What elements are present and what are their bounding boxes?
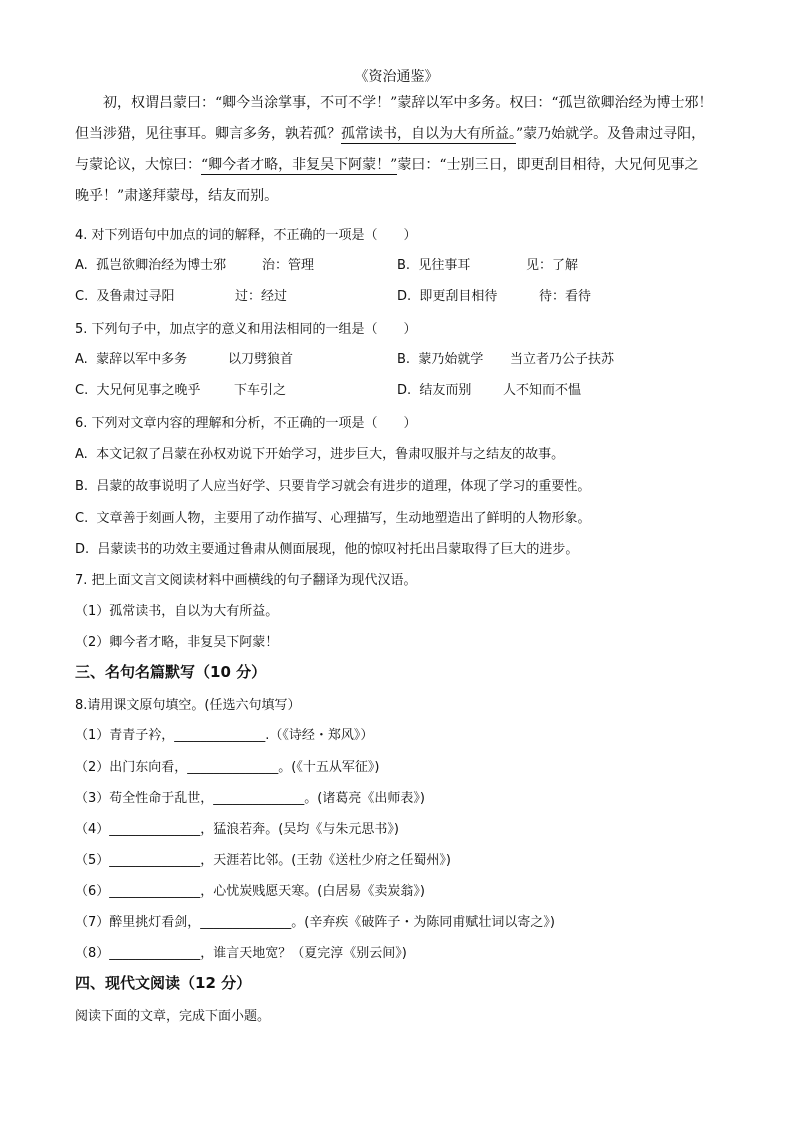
passage-text: 初，权谓吕蒙曰：“卿今当涂掌事，不可不学！”蒙辞以军中多务。权曰：“孤岂欲卿治经为博士邪！ [103,95,713,111]
underlined-sentence-2: “卿今者才略，非复吴下阿蒙！” [201,157,398,173]
option-letter: C. [75,383,89,398]
q7-item-2: （2）卿今者才略，非复吴下阿蒙！ [75,635,279,650]
q5-option-c[interactable] [75,379,201,398]
fill-blank-item: （7）醉里挑灯看剑，______________。(辛弃疾《破阵子・为陈同甫赋壮词以寄之》) [75,915,555,930]
q4-option-d[interactable] [397,285,497,304]
q4-option-a-gloss: 治：管理 [262,258,315,273]
fill-blank-item: （8）______________，谁言天地宽？（夏完淳《别云间》) [75,946,407,961]
option-text: 蒙辞以军中多务 [96,352,188,367]
q4-option-d-gloss: 待：看待 [539,289,592,304]
q5-option-a[interactable] [75,348,187,367]
q4-option-b-gloss: 见：了解 [526,258,579,273]
passage-text: 但当涉猎，见往事耳。卿言多务，孰若孤？ [75,126,341,142]
option-letter: A. [75,258,88,273]
passage-text: 蒙曰：“士别三日，即更刮目相待，大兄何见事之 [397,157,699,173]
q5-option-a-pair: 以刀劈狼首 [228,352,294,367]
option-text: 及鲁肃过寻阳 [96,289,175,304]
option-letter: C. [75,289,89,304]
q5-option-b-pair: 当立者乃公子扶苏 [510,352,615,367]
q5-option-d[interactable] [397,379,471,398]
fill-blank-item: （3）苟全性命于乱世，______________。(诸葛亮《出师表》) [75,791,425,806]
section-4-heading: 四、现代文阅读（12 分） [75,974,252,992]
passage-line [75,119,725,150]
q5-option-c-pair: 下车引之 [234,383,287,398]
option-letter: A. [75,447,88,462]
passage-body [75,88,725,212]
q7-item-1: （1）孤常读书，自以为大有所益。 [75,604,279,619]
option-text: 吕蒙的故事说明了人应当好学、只要肯学习就会有进步的道理，体现了学习的重要性。 [96,479,591,494]
option-letter: C. [75,511,89,526]
section-3-instruction: 8.请用课文原句填空。(任选六句填写） [75,698,301,713]
passage-title: 《资治通鉴》 [354,69,439,85]
fill-blank-item: （5）______________，天涯若比邻。(王勃《送杜少府之任蜀州》) [75,853,451,868]
option-text: 大兄何见事之晚乎 [96,383,201,398]
option-letter: B. [75,479,89,494]
option-letter: D. [75,542,90,557]
option-text: 吕蒙读书的功效主要通过鲁肃从侧面展现，他的惊叹衬托出吕蒙取得了巨大的进步。 [97,542,579,557]
q4-option-c[interactable] [75,285,175,304]
q7-stem: 7. 把上面文言文阅读材料中画横线的句子翻译为现代汉语。 [75,573,417,588]
option-text: 本文记叙了吕蒙在孙权劝说下开始学习，进步巨大，鲁肃叹服并与之结友的故事。 [96,447,565,462]
q4-option-c-gloss: 过：经过 [235,289,288,304]
q4-option-a[interactable] [75,254,226,273]
q4-option-b[interactable] [397,254,470,273]
option-text: 即更刮目相待 [419,289,498,304]
passage-text: ”蒙乃始就学。及鲁肃过寻阳， [516,126,706,142]
q5-stem: 5. 下列句子中，加点字的意义和用法相同的一组是（ ） [75,322,417,337]
option-text: 蒙乃始就学 [418,352,484,367]
option-text: 结友而别 [419,383,472,398]
passage-line [75,150,725,181]
passage-line [75,88,725,119]
fill-blank-item: （4）______________，猛浪若奔。(吴均《与朱元思书》) [75,822,399,837]
option-letter: B. [397,352,411,367]
option-text: 见往事耳 [418,258,471,273]
option-letter: B. [397,258,411,273]
passage-text: 与蒙论议，大惊曰： [75,157,201,173]
passage-line [75,181,725,212]
q6-option-b[interactable] [75,475,590,494]
option-letter: D. [397,289,412,304]
option-letter: A. [75,352,88,367]
section-4-instruction: 阅读下面的文章，完成下面小题。 [75,1009,271,1024]
section-3-heading: 三、名句名篇默写（10 分） [75,663,267,681]
q6-stem: 6. 下列对文章内容的理解和分析，不正确的一项是（ ） [75,416,417,431]
option-letter: D. [397,383,412,398]
q6-option-c[interactable] [75,507,591,526]
q5-option-d-pair: 人不知而不愠 [503,383,582,398]
fill-blank-item: （1）青青子衿，______________.（《诗经・郑风》） [75,728,374,743]
q6-option-d[interactable] [75,538,578,557]
underlined-sentence-1: 孤常读书，自以为大有所益。 [341,126,516,142]
fill-blank-item: （2）出门东向看，______________。(《十五从军征》) [75,760,380,775]
fill-blank-item: （6）______________，心忧炭贱愿天寒。(白居易《卖炭翁》) [75,884,425,899]
option-text: 孤岂欲卿治经为博士邪 [96,258,227,273]
passage-text: 晚乎！”肃遂拜蒙母，结友而别。 [75,188,279,204]
q6-option-a[interactable] [75,443,564,462]
q5-option-b[interactable] [397,348,483,367]
q4-stem: 4. 对下列语句中加点的词的解释，不正确的一项是（ ） [75,228,417,243]
option-text: 文章善于刻画人物，主要用了动作描写、心理描写，生动地塑造出了鲜明的人物形象。 [96,511,591,526]
